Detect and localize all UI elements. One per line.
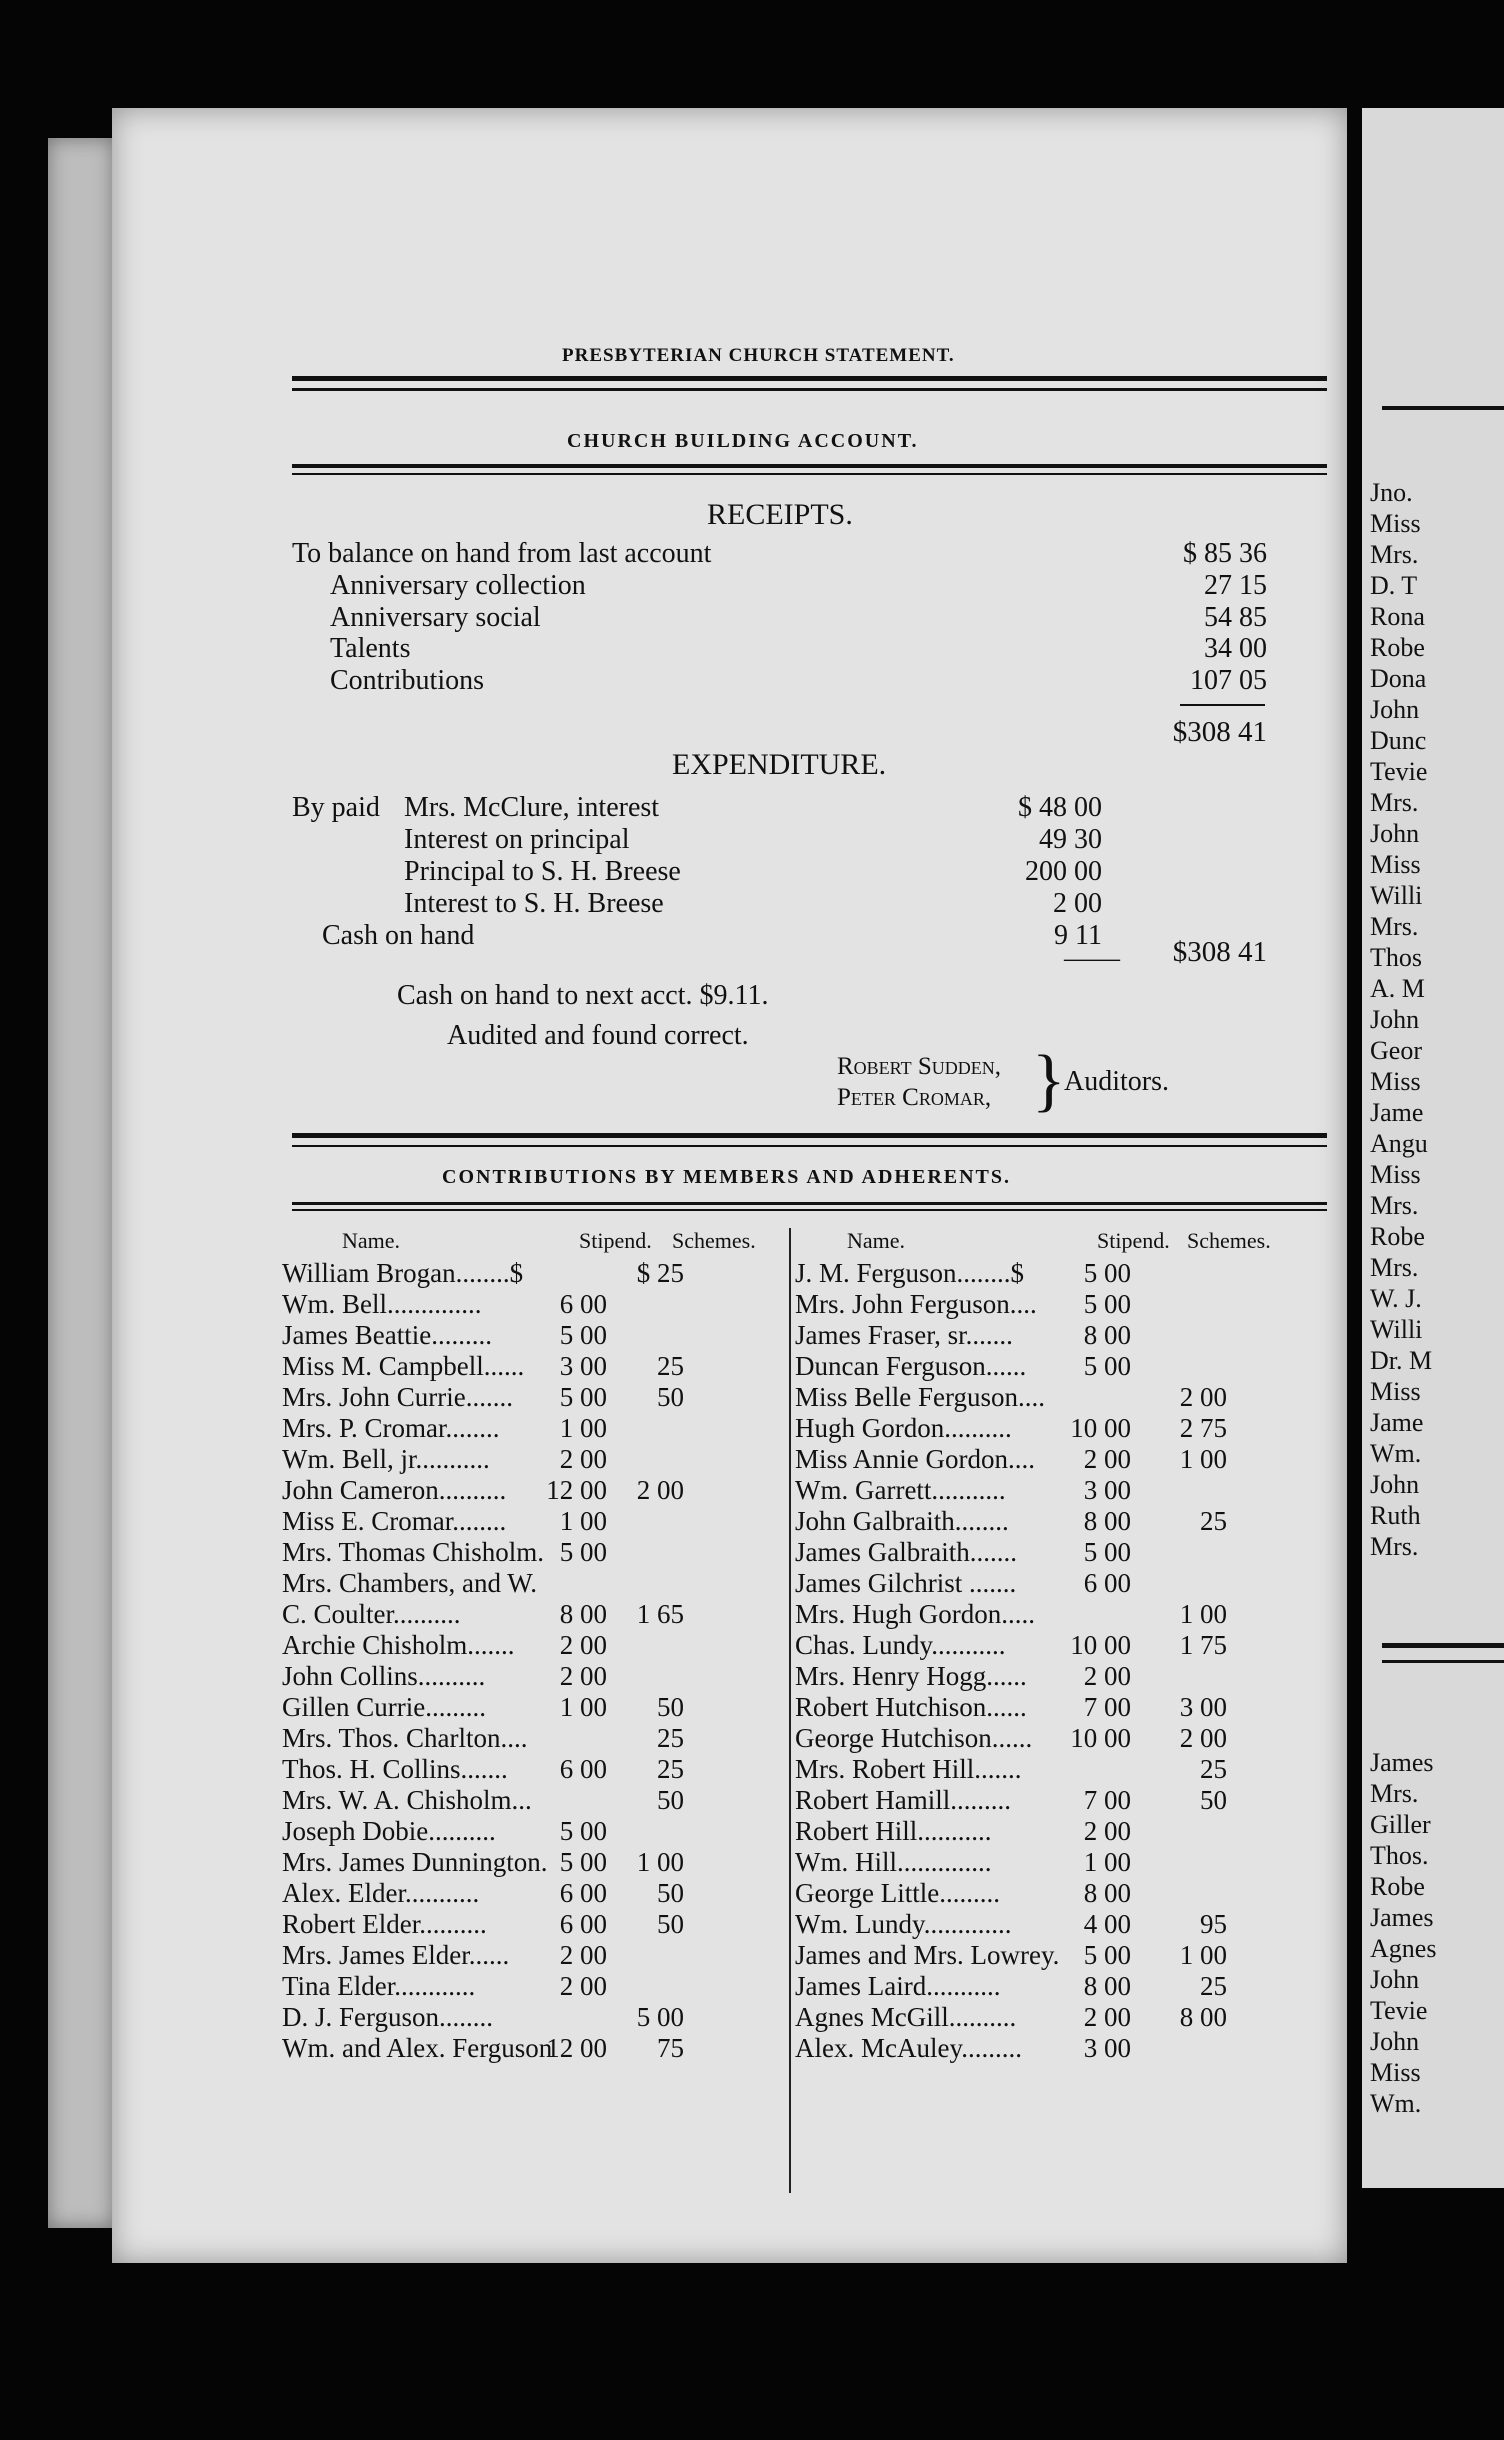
contributor-name: Mrs. John Currie....... [282, 1382, 513, 1412]
receipt-label: To balance on hand from last account [292, 538, 712, 569]
adjacent-name: W. J. [1370, 1284, 1422, 1313]
receipts-total-rule [1180, 704, 1265, 706]
adjacent-page [1362, 108, 1504, 2188]
contributor-name: Mrs. John Ferguson.... [795, 1289, 1037, 1319]
contributor-stipend: 2 00 [559, 1630, 607, 1660]
contributor-name: Chas. Lundy........... [795, 1630, 1006, 1660]
expenditure-total: $308 41 [1172, 936, 1267, 968]
contributor-name: Mrs. Thos. Charlton.... [282, 1723, 528, 1753]
contributor-stipend: 6 00 [559, 1754, 607, 1784]
contributor-name: Robert Hamill......... [795, 1785, 1011, 1815]
adjacent-name: Ruth [1370, 1501, 1421, 1530]
contributor-stipend: 6 00 [559, 1909, 607, 1939]
adjacent-name: Tevie [1370, 1996, 1428, 2025]
contributor-schemes: 25 [657, 1351, 684, 1381]
adjacent-name: Miss [1370, 850, 1421, 879]
contributor-schemes: 2 00 [636, 1475, 684, 1505]
contributor-stipend: 2 00 [1083, 1661, 1131, 1691]
contributor-name: Mrs. James Dunnington. [282, 1847, 548, 1877]
contributor-schemes: 50 [1200, 1785, 1227, 1815]
col-name-left: Name. [342, 1228, 401, 1253]
receipt-label: Anniversary social [330, 602, 541, 633]
receipt-amount: 54 85 [1204, 602, 1267, 633]
contributor-stipend: 2 00 [1083, 1816, 1131, 1846]
contributor-schemes: 1 00 [1179, 1444, 1227, 1474]
section-rule-thin [292, 473, 1327, 475]
contributor-name: Wm. and Alex. Ferguson [282, 2033, 553, 2063]
receipts-heading: RECEIPTS. [707, 498, 853, 531]
contributor-schemes: 25 [1200, 1754, 1227, 1784]
adjacent-name: Wm. [1370, 2089, 1422, 2118]
contributor-name: J. M. Ferguson........$ [795, 1258, 1025, 1288]
adjacent-name: John [1370, 695, 1420, 724]
contributor-name: Wm. Hill.............. [795, 1847, 992, 1877]
contributor-stipend: 8 00 [1083, 1878, 1131, 1908]
adjacent-name: Mrs. [1370, 912, 1419, 941]
adjacent-rule-lower-2 [1382, 1660, 1504, 1663]
adjacent-name: Geor [1370, 1036, 1422, 1065]
contributor-schemes: 75 [657, 2033, 684, 2063]
contributor-name: Robert Hutchison...... [795, 1692, 1027, 1722]
expenditure-label: Cash on hand [322, 920, 475, 951]
contributor-schemes: 1 00 [1179, 1940, 1227, 1970]
contributor-stipend: 5 00 [1083, 1940, 1131, 1970]
contributor-name: Mrs. James Elder...... [282, 1940, 510, 1970]
contributor-schemes: 3 00 [1179, 1692, 1227, 1722]
adjacent-name: Miss [1370, 509, 1421, 538]
contributor-name: Robert Elder.......... [282, 1909, 487, 1939]
contributor-stipend: 10 00 [1070, 1723, 1131, 1753]
contributor-stipend: 6 00 [559, 1878, 607, 1908]
contributor-name: James and Mrs. Lowrey. [795, 1940, 1060, 1970]
contributor-schemes: 25 [1200, 1506, 1227, 1536]
adjacent-name: Thos [1370, 943, 1422, 972]
expenditure-label: Interest on principal [404, 824, 630, 855]
adjacent-name: Jame [1370, 1408, 1424, 1437]
contributor-schemes: 25 [1200, 1971, 1227, 2001]
receipt-amount: 34 00 [1204, 633, 1267, 664]
auditors-label: Auditors. [1064, 1066, 1169, 1097]
expenditure-label: Interest to S. H. Breese [404, 888, 664, 919]
contributor-schemes: $ 25 [636, 1258, 684, 1288]
adjacent-rule-lower [1382, 1643, 1504, 1648]
contributor-stipend: 2 00 [1083, 2002, 1131, 2032]
contributor-name: Mrs. P. Cromar........ [282, 1413, 500, 1443]
contributor-schemes: 50 [657, 1909, 684, 1939]
contributor-name: Mrs. Hugh Gordon..... [795, 1599, 1035, 1629]
contributor-stipend: 5 00 [1083, 1351, 1131, 1381]
adjacent-name: John [1370, 819, 1420, 848]
adjacent-name: Mrs. [1370, 1532, 1419, 1561]
expenditure-heading: EXPENDITURE. [672, 748, 887, 781]
receipt-label: Contributions [330, 665, 485, 696]
contributor-schemes: 2 00 [1179, 1382, 1227, 1412]
adjacent-name: John [1370, 2027, 1420, 2056]
adjacent-name: Tevie [1370, 757, 1428, 786]
contributor-name: Wm. Bell.............. [282, 1289, 482, 1319]
contributor-stipend: 1 00 [1083, 1847, 1131, 1877]
adjacent-name: Miss [1370, 1067, 1421, 1096]
adjacent-name: A. M [1370, 974, 1425, 1003]
contributor-name: Joseph Dobie.......... [282, 1816, 496, 1846]
adjacent-name: Mrs. [1370, 1253, 1419, 1282]
contributor-name: George Hutchison...... [795, 1723, 1033, 1753]
contributor-stipend: 5 00 [559, 1847, 607, 1877]
contributor-stipend: 5 00 [559, 1320, 607, 1350]
adjacent-name: John [1370, 1005, 1420, 1034]
contributions-title: CONTRIBUTIONS BY MEMBERS AND ADHERENTS. [442, 1166, 1012, 1188]
column-divider [789, 1228, 791, 2193]
adjacent-name: Robe [1370, 1222, 1425, 1251]
title-rule-thick [292, 376, 1327, 381]
contributor-schemes: 25 [657, 1723, 684, 1753]
contributor-stipend: 2 00 [1083, 1444, 1131, 1474]
contributor-stipend: 5 00 [559, 1537, 607, 1567]
contributor-stipend: 5 00 [559, 1382, 607, 1412]
contributor-stipend: 2 00 [559, 1971, 607, 2001]
contributor-name: James Beattie......... [282, 1320, 492, 1350]
contributor-schemes: 1 00 [636, 1847, 684, 1877]
adjacent-name: Willi [1370, 1315, 1423, 1344]
col-schemes-left: Schemes. [672, 1228, 756, 1253]
contributor-stipend: 6 00 [559, 1289, 607, 1319]
receipt-amount: $ 85 36 [1183, 538, 1267, 569]
adjacent-name: Giller [1370, 1810, 1431, 1839]
contributor-schemes: 50 [657, 1785, 684, 1815]
contributor-name: C. Coulter.......... [282, 1599, 461, 1629]
contributor-name: Tina Elder............ [282, 1971, 476, 2001]
adjacent-name: Thos. [1370, 1841, 1429, 1870]
contributor-name: Miss E. Cromar........ [282, 1506, 507, 1536]
contributor-stipend: 2 00 [559, 1940, 607, 1970]
contributor-stipend: 5 00 [1083, 1258, 1131, 1288]
contributor-name: Mrs. W. A. Chisholm... [282, 1785, 532, 1815]
adjacent-name: Mrs. [1370, 1779, 1419, 1808]
contributor-schemes: 1 75 [1179, 1630, 1227, 1660]
col-name-right: Name. [847, 1228, 906, 1253]
audit-note: Audited and found correct. [447, 1020, 749, 1051]
expenditure-amount: 200 00 [1025, 856, 1102, 887]
section-title: CHURCH BUILDING ACCOUNT. [567, 430, 919, 452]
contributor-stipend: 8 00 [559, 1599, 607, 1629]
contributor-schemes: 50 [657, 1878, 684, 1908]
contributor-name: Robert Hill........... [795, 1816, 992, 1846]
expenditure-label: Principal to S. H. Breese [404, 856, 681, 887]
adjacent-name: John [1370, 1470, 1420, 1499]
contributor-stipend: 8 00 [1083, 1320, 1131, 1350]
adjacent-name: Dunc [1370, 726, 1427, 755]
contributor-name: Hugh Gordon.......... [795, 1413, 1012, 1443]
contributor-stipend: 3 00 [1083, 2033, 1131, 2063]
contributor-name: Alex. McAuley......... [795, 2033, 1022, 2063]
expenditure-amount: $ 48 00 [1018, 792, 1102, 823]
contributor-name: George Little......... [795, 1878, 1000, 1908]
contributor-name: Duncan Ferguson...... [795, 1351, 1027, 1381]
receipt-amount: 27 15 [1204, 570, 1267, 601]
contributor-stipend: 10 00 [1070, 1630, 1131, 1660]
contributor-schemes: 2 75 [1179, 1413, 1227, 1443]
auditor-brace: } [1032, 1042, 1066, 1119]
expenditure-amount: 9 11 [1054, 920, 1102, 951]
adjacent-name: Dona [1370, 664, 1427, 693]
expenditure-prefix: By paid [292, 792, 380, 823]
contributor-schemes: 50 [657, 1382, 684, 1412]
contributor-stipend: 5 00 [559, 1816, 607, 1846]
title-rule-thin [292, 388, 1327, 391]
contributor-name: Mrs. Thomas Chisholm. [282, 1537, 545, 1567]
adjacent-name: Miss [1370, 1377, 1421, 1406]
contributor-name: James Fraser, sr....... [795, 1320, 1013, 1350]
contributor-name: Gillen Currie......... [282, 1692, 486, 1722]
contributor-stipend: 1 00 [559, 1413, 607, 1443]
contributor-stipend: 12 00 [546, 2033, 607, 2063]
contributor-name: Wm. Garrett........... [795, 1475, 1006, 1505]
contributor-stipend: 8 00 [1083, 1506, 1131, 1536]
adjacent-name: Agnes [1370, 1934, 1437, 1963]
contributor-stipend: 12 00 [546, 1475, 607, 1505]
contributor-stipend: 3 00 [1083, 1475, 1131, 1505]
adjacent-name: Rona [1370, 602, 1425, 631]
contributor-stipend: 10 00 [1070, 1413, 1131, 1443]
contributor-name: Mrs. Chambers, and W. [282, 1568, 537, 1598]
contrib-rule-under [292, 1202, 1327, 1205]
contributor-name: Wm. Bell, jr........... [282, 1444, 490, 1474]
page-title: PRESBYTERIAN CHURCH STATEMENT. [562, 345, 955, 366]
adjacent-name: Mrs. [1370, 540, 1419, 569]
expenditure-amount: 2 00 [1053, 888, 1102, 919]
contributor-name: James Galbraith....... [795, 1537, 1017, 1567]
adjacent-name: James [1370, 1903, 1434, 1932]
contributor-name: John Galbraith........ [795, 1506, 1009, 1536]
contributor-schemes: 25 [657, 1754, 684, 1784]
contributor-schemes: 1 65 [636, 1599, 684, 1629]
col-schemes-right: Schemes. [1187, 1228, 1271, 1253]
cash-note: Cash on hand to next acct. $9.11. [397, 980, 769, 1011]
adjacent-name: Angu [1370, 1129, 1428, 1158]
contributor-name: Archie Chisholm....... [282, 1630, 515, 1660]
col-stipend-right: Stipend. [1097, 1228, 1170, 1253]
adjacent-name: James [1370, 1748, 1434, 1777]
contributor-stipend: 2 00 [559, 1661, 607, 1691]
contributor-name: John Cameron.......... [282, 1475, 507, 1505]
contributor-stipend: 3 00 [559, 1351, 607, 1381]
contributor-name: Mrs. Robert Hill....... [795, 1754, 1022, 1784]
adjacent-name: Mrs. [1370, 1191, 1419, 1220]
left-page-edge [48, 138, 114, 2228]
contributor-stipend: 7 00 [1083, 1785, 1131, 1815]
adjacent-name: Robe [1370, 633, 1425, 662]
contributor-schemes: 50 [657, 1692, 684, 1722]
contributor-stipend: 8 00 [1083, 1971, 1131, 2001]
receipt-label: Talents [330, 633, 411, 664]
expenditure-amount: 49 30 [1039, 824, 1102, 855]
contributor-stipend: 7 00 [1083, 1692, 1131, 1722]
contributor-name: Mrs. Henry Hogg...... [795, 1661, 1027, 1691]
contrib-rule-thin [292, 1145, 1327, 1147]
contributor-stipend: 5 00 [1083, 1537, 1131, 1567]
contributor-name: Agnes McGill.......... [795, 2002, 1017, 2032]
auditor-2: Peter Cromar, [837, 1084, 992, 1111]
contributor-name: Thos. H. Collins....... [282, 1754, 508, 1784]
statement-page [112, 108, 1347, 2263]
contributor-name: Miss Annie Gordon.... [795, 1444, 1036, 1474]
col-stipend-left: Stipend. [579, 1228, 652, 1253]
adjacent-name: Miss [1370, 1160, 1421, 1189]
contributor-schemes: 5 00 [636, 2002, 684, 2032]
contributor-stipend: 6 00 [1083, 1568, 1131, 1598]
contributor-name: D. J. Ferguson........ [282, 2002, 494, 2032]
contributor-schemes: 8 00 [1179, 2002, 1227, 2032]
receipt-label: Anniversary collection [330, 570, 586, 601]
contributor-stipend: 2 00 [559, 1444, 607, 1474]
adjacent-name: Wm. [1370, 1439, 1422, 1468]
adjacent-name: Jno. [1370, 478, 1413, 507]
contributor-stipend: 1 00 [559, 1692, 607, 1722]
adjacent-name: Miss [1370, 2058, 1421, 2087]
contributor-name: Wm. Lundy............. [795, 1909, 1012, 1939]
contributor-schemes: 2 00 [1179, 1723, 1227, 1753]
adjacent-name: D. T [1370, 571, 1418, 600]
auditor-1: Robert Sudden, [837, 1053, 1001, 1080]
contributor-name: John Collins.......... [282, 1661, 486, 1691]
contributor-stipend: 5 00 [1083, 1289, 1131, 1319]
contributor-name: Alex. Elder........... [282, 1878, 480, 1908]
contributor-stipend: 4 00 [1083, 1909, 1131, 1939]
adjacent-name: Willi [1370, 881, 1423, 910]
contributor-schemes: 1 00 [1179, 1599, 1227, 1629]
receipts-total: $308 41 [1172, 716, 1267, 748]
section-rule [292, 464, 1327, 468]
expenditure-label: Mrs. McClure, interest [404, 792, 660, 823]
expenditure-dash: —— [1064, 943, 1120, 974]
contributor-name: Miss M. Campbell...... [282, 1351, 525, 1381]
contrib-rule-thick [292, 1133, 1327, 1138]
contrib-rule-under-2 [292, 1209, 1327, 1211]
adjacent-name: Dr. M [1370, 1346, 1433, 1375]
contributor-name: James Laird........... [795, 1971, 1001, 2001]
adjacent-name: John [1370, 1965, 1420, 1994]
contributor-schemes: 95 [1200, 1909, 1227, 1939]
contributor-stipend: 1 00 [559, 1506, 607, 1536]
contributor-name: James Gilchrist ....... [795, 1568, 1017, 1598]
adjacent-name: Jame [1370, 1098, 1424, 1127]
adjacent-name: Mrs. [1370, 788, 1419, 817]
adjacent-rule [1382, 406, 1504, 410]
contributor-name: Miss Belle Ferguson.... [795, 1382, 1046, 1412]
adjacent-name: Robe [1370, 1872, 1425, 1901]
contributor-name: William Brogan........$ [282, 1258, 524, 1288]
receipt-amount: 107 05 [1190, 665, 1267, 696]
